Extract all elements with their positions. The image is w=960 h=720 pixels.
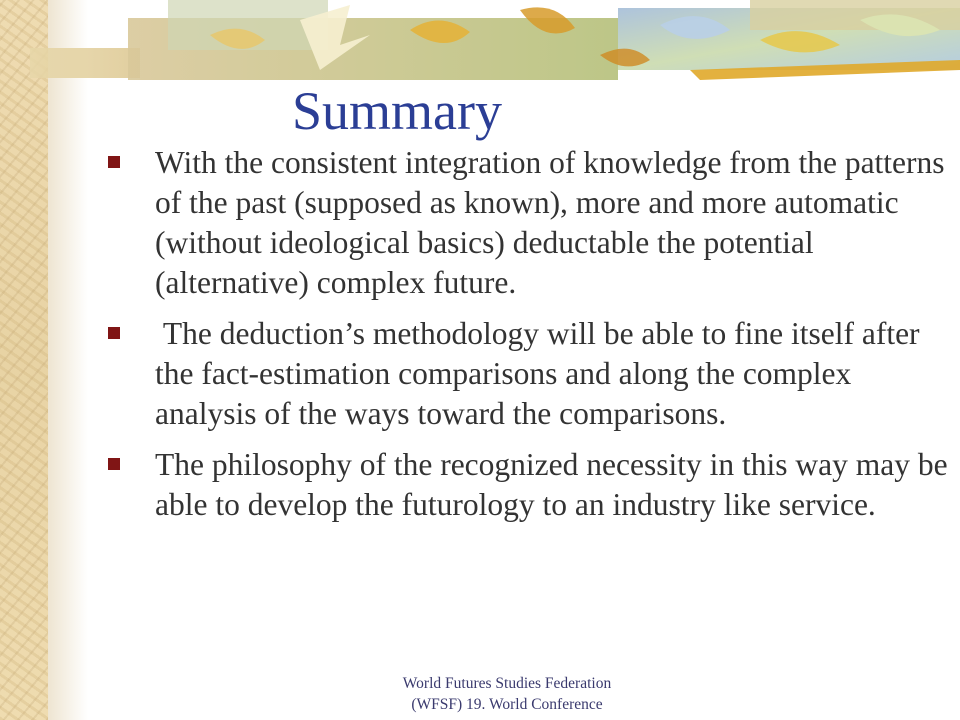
slide-footer (340, 673, 674, 715)
bullet-item (108, 143, 953, 303)
bullet-list (108, 143, 953, 525)
square-bullet-icon (108, 327, 120, 339)
bullet-text: The deduction’s methodology will be able to fine itself after the fact-estimation comparisons and along the complex analysis of the ways toward the comparisons. (155, 316, 920, 431)
slide-title: Summary (292, 81, 502, 141)
bullet-item (108, 445, 953, 525)
bullet-item (108, 314, 953, 434)
decorative-side-strip (0, 0, 48, 720)
bullet-text: With the consistent integration of knowledge from the patterns of the past (supposed as known), more and more automatic (without ideological basics) deductable the potential (alternative) complex future. (155, 145, 945, 300)
square-bullet-icon (108, 458, 120, 470)
bullet-text: The philosophy of the recognized necessity in this way may be able to develop the futurology to an industry like service. (155, 447, 948, 522)
side-strip-shadow (48, 0, 88, 720)
footer-line-conference: (WFSF) 19. World Conference (411, 696, 603, 713)
square-bullet-icon (108, 156, 120, 168)
footer-line-organization: World Futures Studies Federation (402, 675, 612, 692)
